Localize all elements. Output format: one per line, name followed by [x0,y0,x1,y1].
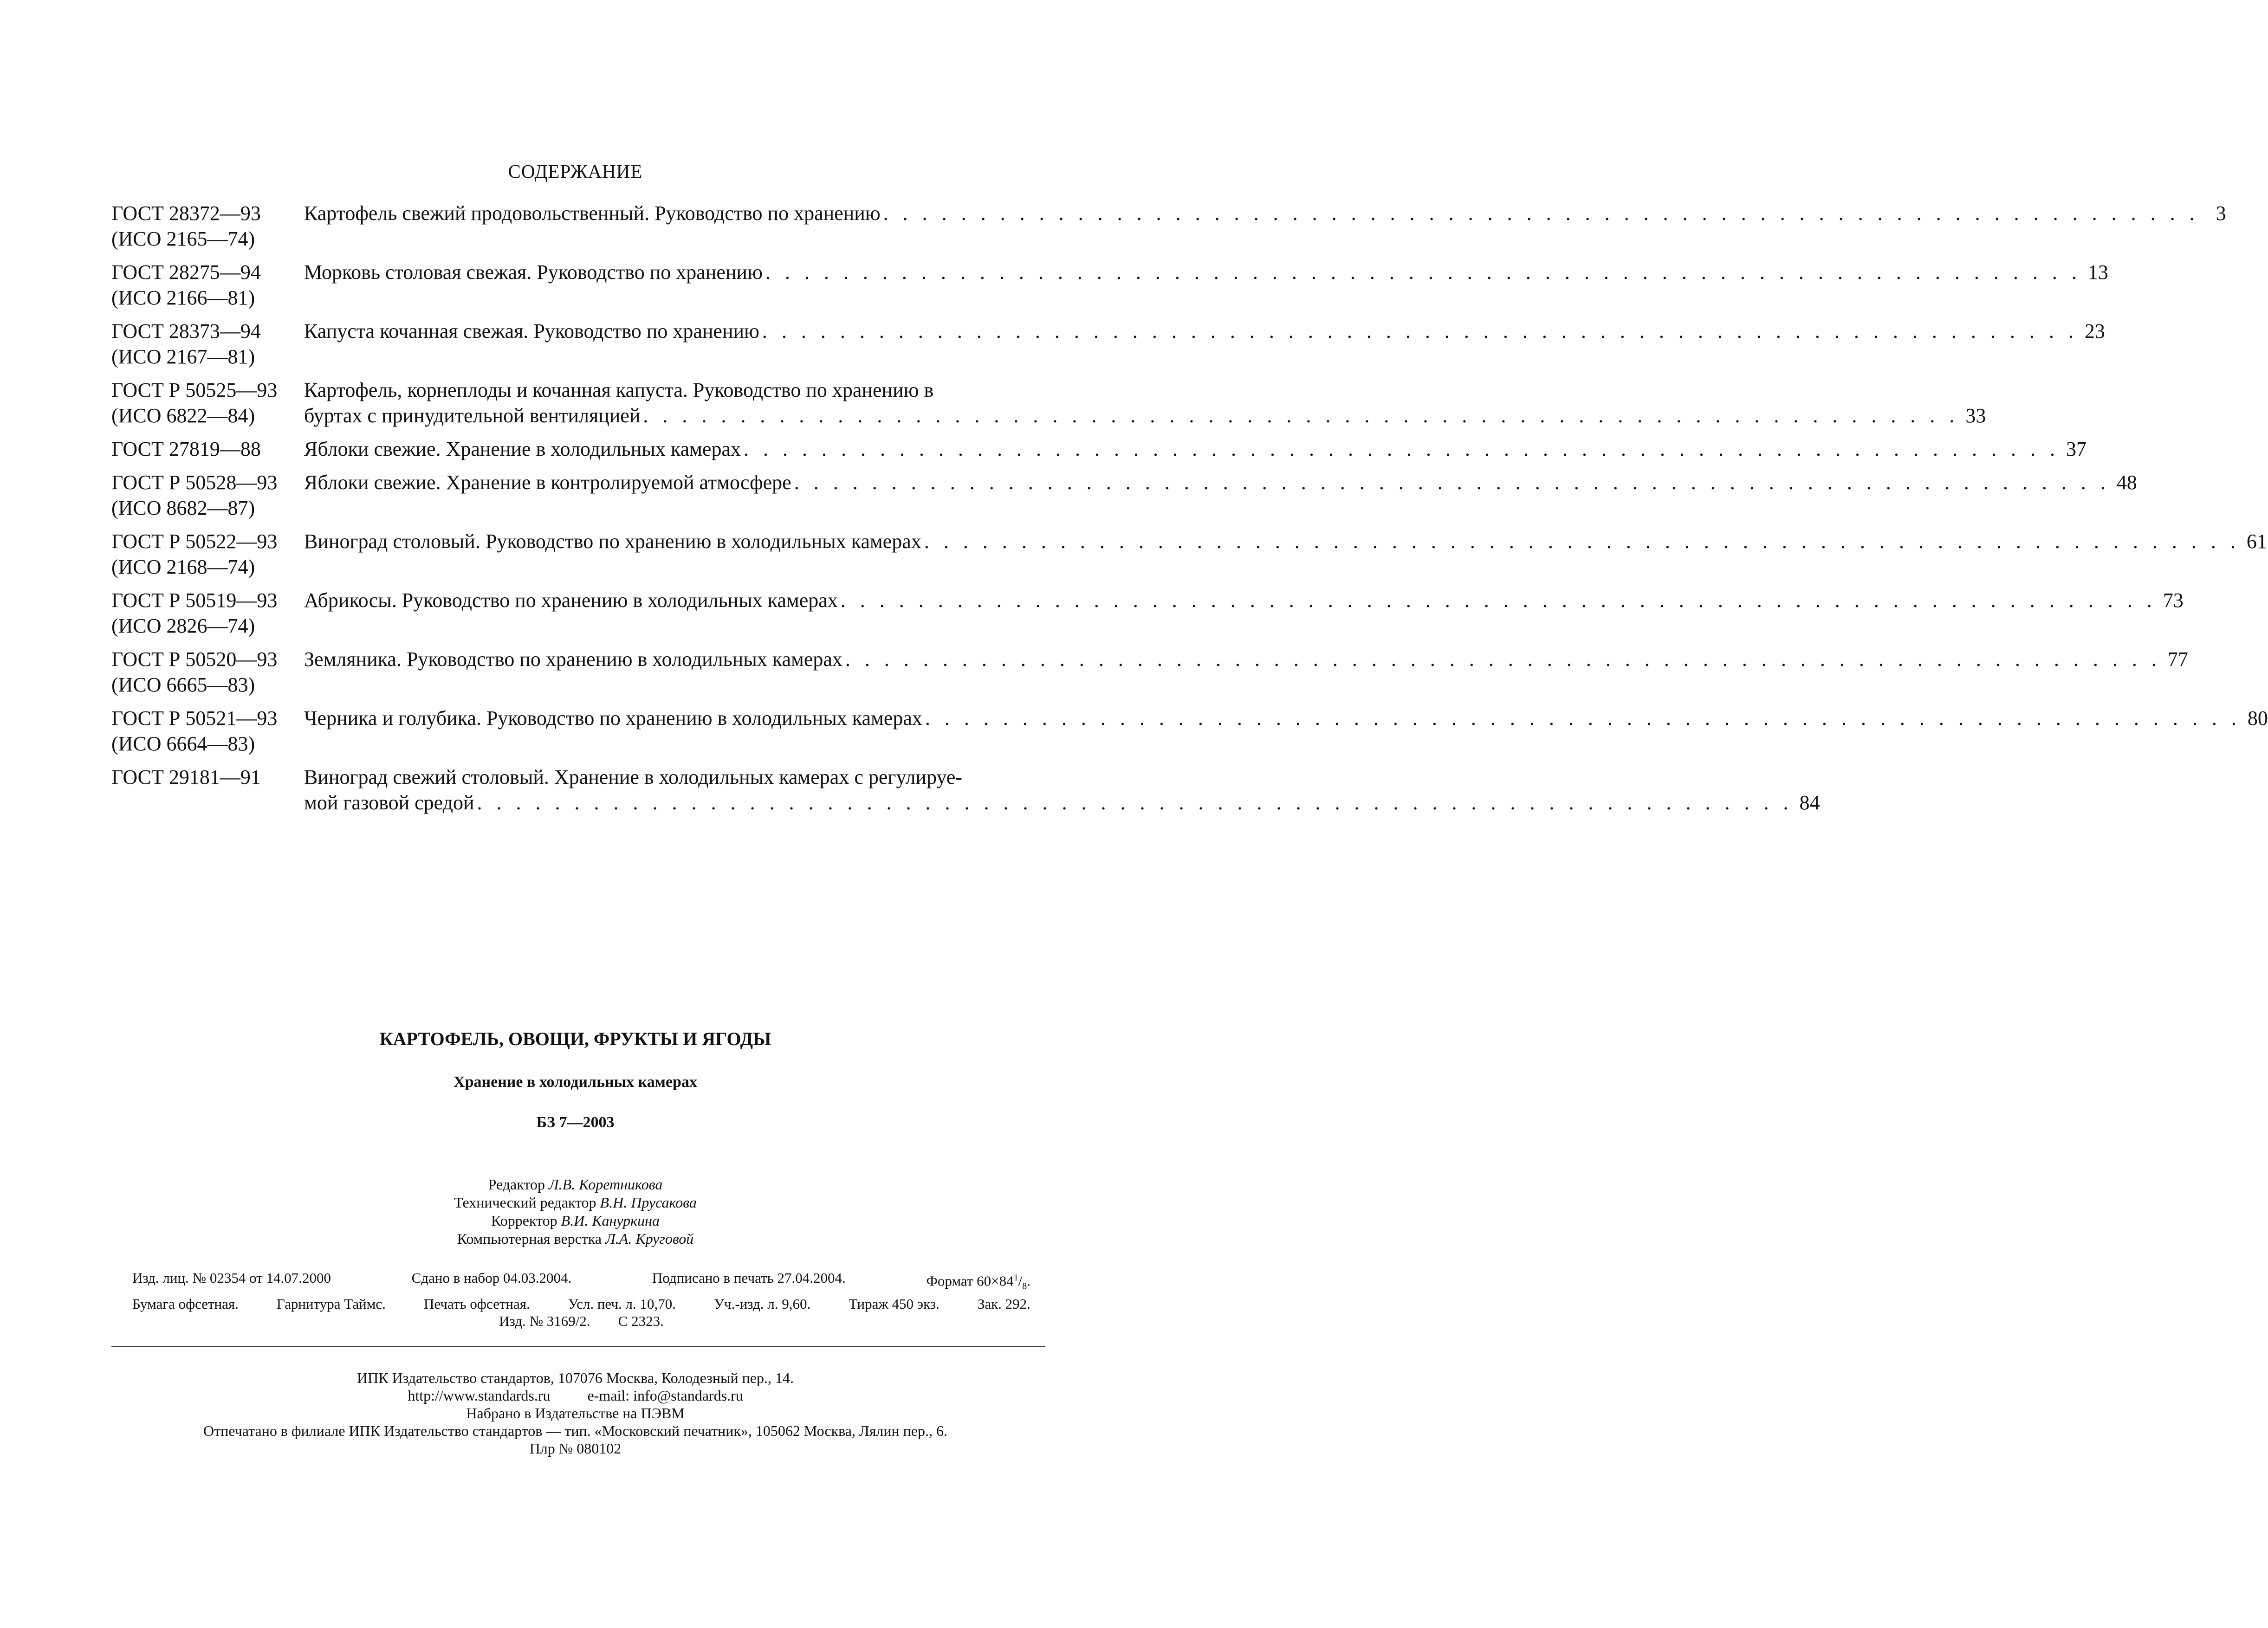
printer-contacts [0,1387,1151,1404]
toc-entry[interactable] [111,764,1820,815]
standard-code-line: ГОСТ Р 50522—93 [111,530,278,553]
toc-entry[interactable] [111,436,2087,462]
page-number: 77 [2167,648,2188,671]
standard-code-line: (ИСО 2167—81) [111,345,255,368]
pub-row: Изд. № 3169/2. С 2323. [499,1312,664,1329]
imprint-code: БЗ 7—2003 [536,1114,615,1131]
credit-line: Компьютерная верстка Л.А. Круговой [457,1230,694,1247]
page-number: 73 [2163,589,2184,612]
pub-row: Изд. лиц. № 02354 от 14.07.2000 Сдано в набор 04.03.2004. Подписано в печать 27.04.2004. Формат $60\times 84^1/_8$. [132,1270,1030,1292]
toc-entry-title [304,764,1820,815]
page-number: 23 [2084,320,2105,342]
toc-entry[interactable] [111,529,2267,580]
toc-entry[interactable] [111,646,2188,698]
page-number: 37 [2066,438,2087,460]
toc-title-text: Черника и голубика. Руководство по хранению в холодильных камерах [304,707,922,730]
standard-code-line: ГОСТ 28372—93 [111,202,261,225]
standard-code-line: ГОСТ Р 50525—93 [111,379,278,401]
printer-line: ИПК Издательство стандартов, 107076 Москва, Колодезный пер., 14. [357,1370,794,1386]
toc-entry[interactable] [111,588,2184,639]
page-number: 84 [1799,791,1820,814]
toc-entry-title [304,705,2268,731]
publication-info [132,1269,1030,1330]
toc-entry-title [304,588,2184,613]
credits-block [0,1176,1151,1248]
toc-entry[interactable] [111,705,2268,756]
toc-standard-code [111,705,304,756]
toc-title-line: Виноград свежий столовый. Хранение в холодильных камерах с регулируе- [304,766,963,788]
dot-leader [845,646,2161,672]
credit-line: Редактор Л.В. Коретникова [488,1176,663,1193]
toc-standard-code [111,470,304,521]
dot-leader [883,200,2199,226]
dot-leader [643,403,1959,428]
standard-code-line: ГОСТ Р 50521—93 [111,707,278,730]
printer-line: Плр № 080102 [529,1440,622,1457]
imprint-title: КАРТОФЕЛЬ, ОВОЩИ, ФРУКТЫ И ЯГОДЫ [379,1028,771,1049]
toc-standard-code [111,259,304,310]
email-link[interactable]: e-mail: info@standards.ru [587,1387,743,1404]
page-number: 48 [2116,471,2137,494]
contents-list [111,200,2268,823]
page-number: 3 [2216,202,2226,225]
standard-code-line: (ИСО 2168—74) [111,556,255,578]
standard-code-line: (ИСО 2826—74) [111,614,255,637]
standard-code-line: ГОСТ 27819—88 [111,438,261,460]
toc-standard-code [111,529,304,580]
toc-title-text: мой газовой средой [304,791,474,814]
standard-code-line: (ИСО 8682—87) [111,497,255,519]
toc-entry-title [304,529,2267,554]
dot-leader [762,318,2078,344]
toc-entry[interactable] [111,377,1986,428]
credit-line: Технический редактор В.Н. Прусакова [454,1194,697,1211]
toc-entry-title [304,470,2137,495]
dot-leader [925,705,2241,731]
toc-title-text: буртах с принудительной вентиляцией [304,404,641,427]
toc-title-text: Абрикосы. Руководство по хранению в холодильных камерах [304,589,838,612]
dot-leader [924,529,2240,554]
toc-standard-code [111,436,304,462]
toc-entry-title [304,436,2087,462]
standard-code-line: (ИСО 6665—83) [111,673,255,696]
toc-standard-code [111,764,304,790]
dot-leader [477,790,1793,815]
toc-standard-code [111,200,304,252]
imprint-subtitle: Хранение в холодильных камерах [454,1073,697,1091]
toc-title-text: Морковь столовая свежая. Руководство по хранению [304,261,763,284]
toc-entry-title [304,377,1986,428]
toc-title-text: Земляника. Руководство по хранению в холодильных камерах [304,648,842,671]
toc-entry-title [304,259,2108,285]
printer-line: Отпечатано в филиале ИПК Издательство стандартов — тип. «Московский печатник», 105062 Москва, Лялин пер., 6. [203,1422,947,1439]
page-number: 80 [2247,707,2268,730]
credit-line: Корректор В.И. Кануркина [491,1212,660,1229]
toc-title-text: Яблоки свежие. Хранение в холодильных камерах [304,438,741,460]
toc-title-text: Капуста кочанная свежая. Руководство по хранению [304,320,759,342]
toc-standard-code [111,588,304,639]
standard-code-line: (ИСО 2166—81) [111,286,255,309]
toc-entry-title [304,318,2105,344]
page-number: 33 [1965,404,1986,427]
dot-leader [794,470,2110,495]
standard-code-line: ГОСТ 28373—94 [111,320,261,342]
standard-code-line: (ИСО 6822—84) [111,404,255,427]
divider-line [111,1346,1045,1347]
toc-standard-code [111,377,304,428]
standard-code-line: (ИСО 6664—83) [111,732,255,755]
printer-info [0,1369,1151,1457]
toc-entry-title [304,200,2226,226]
contents-heading: СОДЕРЖАНИЕ [508,161,643,182]
toc-entry[interactable] [111,200,2226,252]
toc-title-text: Яблоки свежие. Хранение в контролируемой атмосфере [304,471,791,494]
standard-code-line: ГОСТ Р 50528—93 [111,471,278,494]
toc-entry[interactable] [111,318,2105,369]
dot-leader [765,259,2081,285]
standard-code-line: ГОСТ 28275—94 [111,261,261,284]
standard-code-line: ГОСТ 29181—91 [111,766,261,788]
standard-code-line: (ИСО 2165—74) [111,227,255,250]
pub-row: Бумага офсетная. Гарнитура Таймс. Печать офсетная. Усл. печ. л. 10,70. Уч.-изд. л. 9,60. Тираж 450 экз. Зак. 292. [132,1295,1030,1312]
dot-leader [744,436,2060,462]
toc-standard-code [111,318,304,369]
toc-title-text: Виноград столовый. Руководство по хранению в холодильных камерах [304,530,921,553]
toc-title-text: Картофель свежий продовольственный. Руководство по хранению [304,202,881,225]
page-number: 61 [2246,530,2267,553]
toc-entry[interactable] [111,259,2108,310]
dot-leader [841,588,2157,613]
website-link[interactable]: http://www.standards.ru [408,1387,551,1404]
toc-title-line: Картофель, корнеплоды и кочанная капуста. Руководство по хранению в [304,379,934,401]
toc-standard-code [111,646,304,698]
standard-code-line: ГОСТ Р 50519—93 [111,589,278,612]
toc-entry[interactable] [111,470,2137,521]
standard-code-line: ГОСТ Р 50520—93 [111,648,278,671]
printer-line: Набрано в Издательстве на ПЭВМ [466,1405,685,1421]
toc-entry-title [304,646,2188,672]
page-number: 13 [2087,261,2108,284]
